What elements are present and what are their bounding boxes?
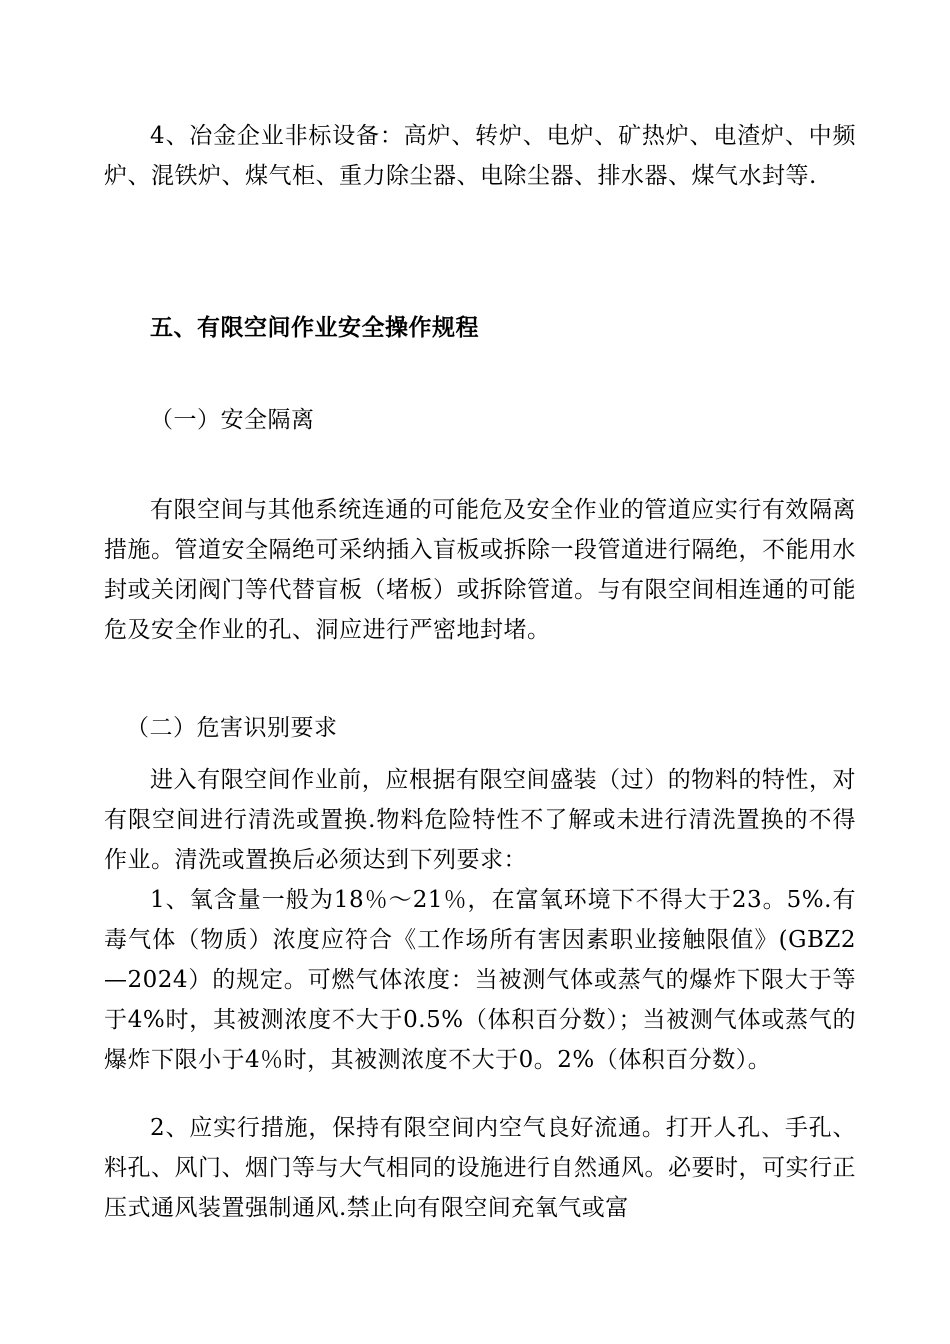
paragraph-item-4: 4、冶金企业非标设备：高炉、转炉、电炉、矿热炉、电渣炉、中频炉、混铁炉、煤气柜、重力除尘器、电除尘器、排水器、煤气水封等. bbox=[104, 123, 856, 189]
paragraph-requirement-2: 2、应实行措施，保持有限空间内空气良好流通。打开人孔、手孔、料孔、风门、烟门等与大气相同的设施进行自然通风。必要时，可实行正压式通风装置强制通风.禁止向有限空间充氧气或富 bbox=[104, 1115, 856, 1221]
section-5-heading: 五、有限空间作业安全操作规程 bbox=[150, 314, 479, 341]
paragraph-hazard-intro: 进入有限空间作业前，应根据有限空间盛装（过）的物料的特性，对有限空间进行清洗或置换.物料危险特性不了解或未进行清洗置换的不得作业。清洗或置换后必须达到下列要求： bbox=[104, 767, 856, 873]
subsection-1-heading: （一）安全隔离 bbox=[150, 407, 315, 433]
subsection-2-heading: （二）危害识别要求 bbox=[126, 715, 338, 741]
paragraph-requirement-1: 1、氧含量一般为18％～21％，在富氧环境下不得大于23。5%.有毒气体（物质）浓度应符合《工作场所有害因素职业接触限值》(GBZ2—2024）的规定。可燃气体浓度：当被测气体或蒸气的爆炸下限大于等于4%时，其被测浓度不大于0.5%（体积百分数）；当被测气体或蒸气的爆炸下限小于4％时，其被测浓度不大于0。2%（体积百分数）。 bbox=[104, 887, 856, 1073]
paragraph-safety-isolation: 有限空间与其他系统连通的可能危及安全作业的管道应实行有效隔离措施。管道安全隔绝可采纳插入盲板或拆除一段管道进行隔绝，不能用水封或关闭阀门等代替盲板（堵板）或拆除管道。与有限空间相连通的可能危及安全作业的孔、洞应进行严密地封堵。 bbox=[104, 497, 856, 643]
